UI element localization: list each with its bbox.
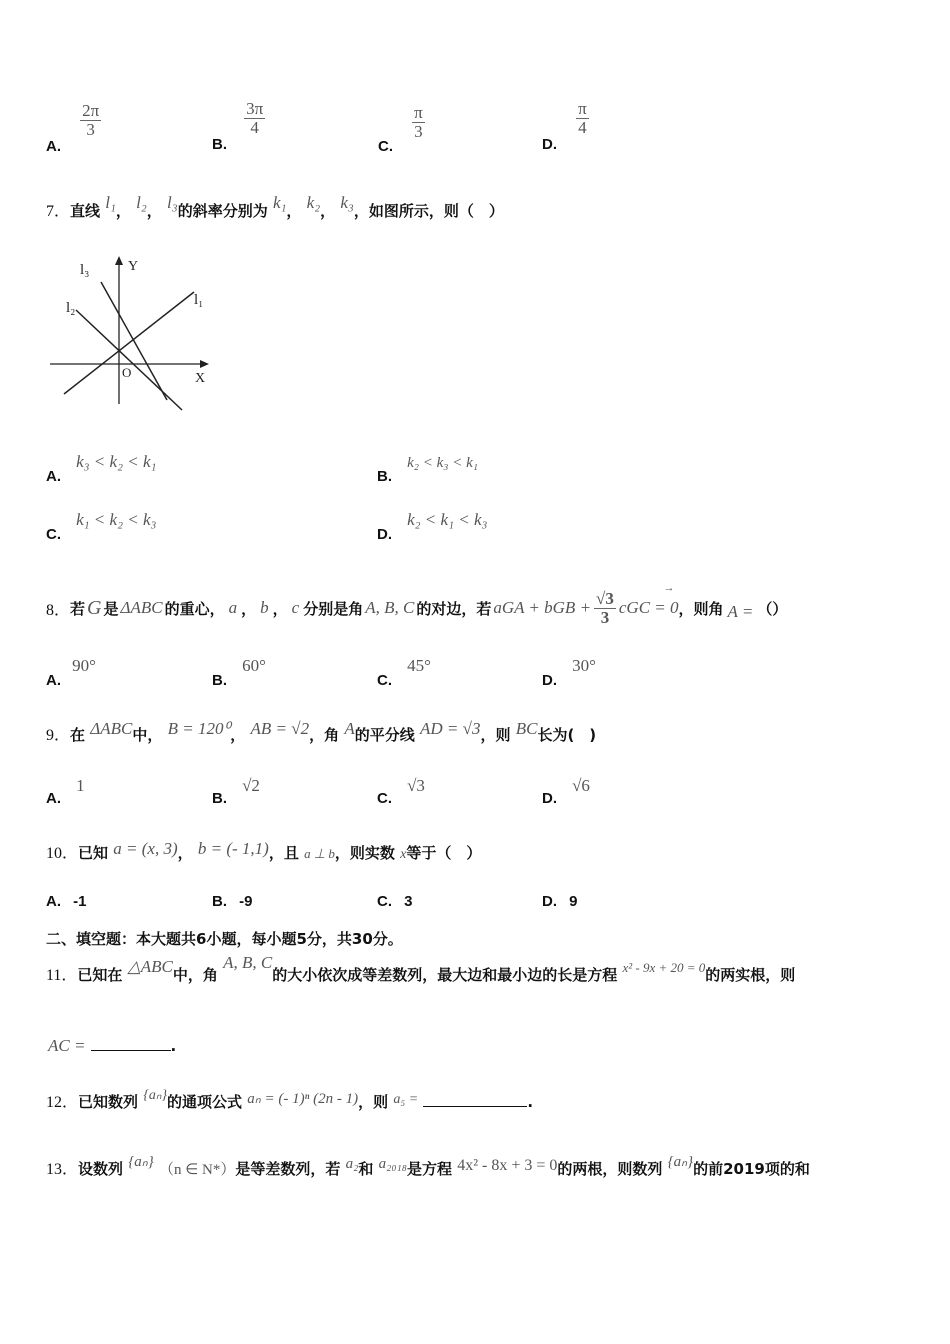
q12-stem (46, 1086, 533, 1112)
math-equation: 4x² - 8x + 3 = 0 (457, 1157, 558, 1174)
option-text: -1 (73, 893, 87, 910)
q10-option-c (377, 893, 413, 910)
stem-text: ，则角 (678, 599, 724, 618)
option-label: C. (46, 526, 61, 543)
q13-stem (46, 1156, 810, 1179)
fraction (80, 102, 101, 139)
math-g: G (87, 596, 102, 619)
stem-text: 中， (132, 726, 163, 744)
question-number: 10． (46, 845, 79, 862)
math-ad: AD = √3 (420, 719, 481, 738)
q9-option-d (542, 776, 590, 807)
q8-option-b (212, 656, 266, 689)
math-sequence: {aₙ} (128, 1154, 154, 1170)
fraction-numerator: 2π (82, 101, 100, 120)
option-text: √3 (407, 776, 425, 795)
answer-blank[interactable] (91, 1022, 171, 1051)
stem-text: 中，角 (172, 966, 218, 984)
stem-text: 在 (70, 726, 86, 744)
option-label: B. (377, 468, 392, 485)
q9-option-a (46, 776, 85, 807)
q6-option-c (378, 103, 425, 155)
question-number: 8． (46, 601, 71, 619)
math-triangle: ΔABC (120, 598, 163, 618)
separator: ， (241, 599, 257, 618)
question-number: 13． (46, 1161, 79, 1178)
stem-text: 的两实根，则 (705, 966, 796, 984)
option-label: A. (46, 137, 61, 155)
math-sequence: {aₙ} (143, 1088, 168, 1103)
stem-text: ，角 (309, 726, 340, 744)
option-text: 3 (404, 893, 413, 910)
q8-stem (46, 582, 788, 627)
q7-line-graph (44, 252, 224, 412)
q10-option-b (212, 893, 253, 910)
option-label: C. (378, 137, 393, 155)
q9-option-c (377, 776, 425, 807)
option-label: B. (212, 672, 227, 689)
fraction-denominator: 3 (600, 607, 610, 627)
stem-text: 的平分线 (354, 726, 415, 744)
q11-answer (48, 1022, 176, 1056)
separator: ， (115, 202, 131, 220)
option-text: 90° (72, 656, 96, 675)
math-angles: A, B, C (365, 598, 415, 618)
separator: ， (286, 202, 302, 220)
question-number: 7． (46, 203, 71, 220)
math-equation-right: cGC = 0 (618, 598, 679, 618)
q8-option-d (542, 656, 596, 689)
math-perpendicular: a ⊥ b (304, 846, 335, 861)
stem-text: 设数列 (78, 1160, 124, 1178)
stem-text: ，则 (358, 1093, 389, 1111)
x-axis-arrow-icon (200, 360, 209, 368)
x-axis-label: X (195, 371, 206, 386)
option-text: -9 (239, 893, 253, 910)
stem-text: 等于（ ） (406, 844, 482, 862)
vector-arrow: → (663, 582, 675, 595)
math-equation-right-wrap (618, 582, 679, 618)
math-vector-a: a = (x, 3) (113, 839, 178, 858)
math-triangle: ΔABC (90, 719, 133, 738)
option-text: k₂ < k₁ < k₃ (407, 510, 488, 529)
option-label: D. (542, 672, 557, 689)
option-label: A. (46, 893, 61, 910)
stem-text: 长为( ) (537, 726, 597, 744)
y-axis-arrow-icon (115, 256, 123, 265)
option-label: A. (46, 672, 61, 689)
q6-option-b (212, 99, 265, 153)
q7-stem (46, 193, 504, 221)
separator: ， (177, 844, 193, 862)
math-equation: x² - 9x + 20 = 0 (622, 960, 706, 975)
math-condition: （n ∈ N*） (158, 1162, 236, 1178)
math-l2: l₂ (136, 193, 147, 212)
math-b: b (260, 598, 269, 618)
math-angle-a: A = (727, 602, 754, 622)
fraction-sqrt3-over-3 (594, 590, 616, 627)
stem-text: 的前2019项的和 (693, 1160, 810, 1178)
option-label: C. (377, 672, 392, 689)
line-l1-label: l₁ (194, 292, 204, 308)
fraction-numerator: π (578, 99, 587, 118)
option-text: 45° (407, 656, 431, 675)
line-l2 (76, 310, 182, 410)
option-text: √6 (572, 776, 590, 795)
option-label: C. (377, 893, 392, 910)
fraction (576, 100, 589, 137)
stem-text: 的两根，则数列 (557, 1160, 663, 1178)
stem-text: 和 (358, 1160, 374, 1178)
math-a2018: a₂₀₁₈ (378, 1156, 407, 1172)
option-label: D. (542, 790, 557, 807)
q10-stem (46, 840, 481, 863)
math-ab: AB = √2 (250, 719, 310, 738)
stem-text: 已知 (78, 844, 109, 862)
stem-text: ，则实数 (334, 844, 395, 862)
math-l1: l₁ (105, 193, 116, 212)
line-l3-label: l₃ (80, 262, 90, 278)
stem-text: 已知数列 (78, 1093, 139, 1111)
separator: ， (320, 202, 336, 220)
math-bc: BC (515, 719, 538, 738)
option-label: B. (212, 790, 227, 807)
separator: ， (230, 726, 246, 744)
q9-stem (46, 719, 597, 745)
option-text: 1 (76, 776, 85, 795)
q10-option-d (542, 893, 578, 910)
stem-text: ，如图所示，则（ ） (353, 202, 504, 220)
stem-text: ，且 (268, 844, 299, 862)
fraction-denominator: 3 (86, 119, 95, 139)
option-text: 60° (242, 656, 266, 675)
q7-option-c (46, 510, 157, 543)
fraction-denominator: 4 (250, 117, 259, 137)
answer-blank[interactable] (423, 1086, 527, 1107)
fraction-denominator: 3 (414, 121, 423, 141)
math-a: a (228, 598, 238, 618)
section-heading: 二、填空题：本大题共6小题，每小题5分，共30分。 (46, 930, 403, 948)
q8-option-a (46, 656, 96, 689)
q7-option-a (46, 452, 157, 485)
stem-text: 若 (70, 599, 86, 618)
stem-text: 直线 (70, 202, 101, 220)
q8-option-c (377, 656, 431, 689)
fraction-numerator: √3 (596, 589, 614, 608)
stem-text: 是等差数列，若 (235, 1160, 341, 1178)
math-x: x (400, 847, 407, 862)
fraction-numerator: 3π (246, 99, 264, 118)
math-a: A (344, 719, 355, 738)
fraction (244, 100, 265, 137)
q7-option-b (377, 452, 478, 485)
q9-option-b (212, 776, 260, 807)
question-number: 11． (46, 967, 78, 984)
option-label: D. (542, 893, 557, 910)
stem-text: 是方程 (406, 1160, 452, 1178)
q11-stem (46, 953, 796, 985)
option-text: k₁ < k₂ < k₃ (76, 510, 157, 529)
stem-text: 分别是角 (303, 599, 364, 618)
period: . (527, 1093, 534, 1111)
option-text: k₂ < k₃ < k₁ (407, 455, 478, 471)
math-sequence: {aₙ} (667, 1154, 694, 1170)
math-equation-left: aGA + bGB + (493, 598, 592, 618)
q7-option-d (377, 510, 488, 543)
option-label: D. (542, 135, 557, 153)
line-l2-label: l₂ (66, 300, 76, 316)
math-angle-b: B = 120⁰ (167, 719, 231, 738)
stem-text: 的对边，若 (416, 599, 492, 618)
stem-text: 的通项公式 (167, 1093, 243, 1111)
separator: ， (146, 202, 162, 220)
math-ac: AC = (48, 1036, 86, 1055)
math-vector-b: b = (- 1,1) (197, 839, 269, 858)
math-formula: aₙ = (- 1)ⁿ (2n - 1) (247, 1091, 359, 1107)
math-a2: a₂ (345, 1156, 359, 1172)
fraction-denominator: 4 (578, 117, 587, 137)
y-axis-label: Y (128, 259, 139, 274)
option-label: D. (377, 526, 392, 543)
q10-option-a (46, 893, 87, 910)
fraction-numerator: π (414, 103, 423, 122)
line-l3 (101, 282, 167, 400)
math-a5: a₅ = (393, 1092, 419, 1107)
q6-option-d (542, 99, 589, 153)
stem-text: ，则 (480, 726, 511, 744)
math-k3: k₃ (340, 193, 354, 212)
option-label: A. (46, 468, 61, 485)
question-number: 12． (46, 1094, 79, 1111)
question-number: 9． (46, 727, 71, 744)
stem-text: 的大小依次成等差数列，最大边和最小边的长是方程 (272, 966, 618, 984)
stem-text: 的斜率分别为 (177, 202, 268, 220)
math-l3: l₃ (167, 193, 178, 212)
option-text: 9 (569, 893, 578, 910)
stem-text: 已知在 (77, 966, 123, 984)
option-label: C. (377, 790, 392, 807)
stem-text: 的重心， (164, 599, 225, 618)
origin-label: O (122, 365, 132, 380)
math-triangle: △ABC (127, 957, 173, 976)
option-label: A. (46, 790, 61, 807)
option-text: 30° (572, 656, 596, 675)
period: . (170, 1037, 177, 1055)
stem-text: 是 (103, 599, 119, 618)
q6-option-a (46, 101, 101, 155)
math-k2: k₂ (306, 193, 321, 212)
math-c: c (291, 598, 300, 618)
option-text: √2 (242, 776, 260, 795)
separator: ， (272, 599, 288, 618)
option-label: B. (212, 893, 227, 910)
math-k1: k₁ (272, 193, 287, 212)
option-text: k₃ < k₂ < k₁ (76, 452, 157, 471)
option-label: B. (212, 135, 227, 153)
math-angles: A, B, C (223, 953, 273, 972)
fraction (412, 104, 425, 141)
stem-text: （） (757, 599, 788, 618)
